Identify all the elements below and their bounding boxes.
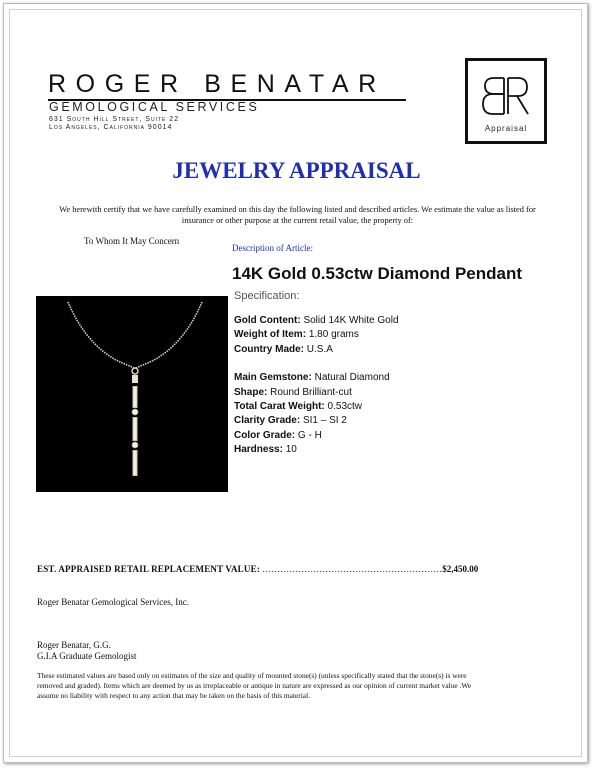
spec-value: 1.80 grams: [308, 329, 359, 341]
spec-value: Solid 14K White Gold: [303, 315, 399, 326]
appraised-value-amount: $2,450.00: [442, 564, 479, 574]
spec-row-carat-weight: [234, 400, 399, 414]
spec-value: U.S.A: [306, 343, 333, 355]
company-subtitle: GEMOLOGICAL SERVICES: [49, 100, 260, 114]
spec-row-shape: [234, 386, 399, 400]
description-label: Description of Article:: [232, 243, 313, 253]
spec-label: Color Grade:: [234, 429, 296, 441]
document-title: JEWELRY APPRAISAL: [172, 158, 421, 183]
spec-row-main-gemstone: [234, 371, 399, 385]
recipient: To Whom It May Concern: [84, 236, 180, 246]
address-line-1: 631 South Hill Street, Suite 22: [49, 116, 180, 123]
specification-label: Specification:: [234, 290, 300, 302]
signer-name: Roger Benatar, G.G.: [37, 640, 111, 650]
company-name: ROGER BENATAR: [48, 70, 386, 98]
spec-label: Clarity Grade:: [234, 415, 301, 427]
address-line-2: Los Angeles, California 90014: [49, 124, 173, 131]
value-leader: ……………………………………………………: [262, 564, 443, 574]
disclaimer: These estimated values are based only on estimates of the size and quality of mounted stone(s) (unless specifically stated that the stone(s) is were removed and graded). Items which are deemed by us as irreplaceable or antique in nature are expressed as our opinion of current market value .We assume no liability with respect to any action that may be taken on the basis of this material.: [37, 671, 472, 700]
spec-value: Natural Diamond: [314, 372, 390, 384]
spec-row-color: [234, 429, 399, 443]
spec-label: Country Made:: [234, 343, 305, 355]
spec-value: 0.53ctw: [327, 401, 363, 413]
spec-row-hardness: [234, 443, 399, 457]
pendant-photo: [36, 296, 228, 492]
appraisal-logo: [465, 58, 547, 144]
spec-row-weight: [234, 328, 399, 342]
signer-title: G.I.A Graduate Gemologist: [37, 651, 137, 661]
spec-label: Main Gemstone:: [234, 372, 312, 384]
spec-row-clarity: [234, 414, 399, 428]
spec-row-gold-content: [234, 314, 399, 328]
item-title: 14K Gold 0.53ctw Diamond Pendant: [232, 264, 523, 283]
spec-value: Round Brilliant-cut: [270, 386, 352, 398]
certification-text: We herewith certify that we have carefully examined on this day the following listed and described articles. We estimate the value as listed for insurance or other purpose at the current retail value, the property of:: [59, 205, 536, 225]
appraised-value-row: [37, 564, 478, 574]
logo-label: Appraisal: [484, 124, 528, 133]
spec-row-country: [234, 343, 399, 357]
br-monogram-icon: [482, 74, 530, 118]
spec-label: Weight of Item:: [234, 329, 307, 341]
spec-label: Shape:: [234, 386, 268, 398]
company-footer: Roger Benatar Gemological Services, Inc.: [37, 597, 189, 607]
spec-label: Hardness:: [234, 444, 283, 456]
spec-label: Gold Content:: [234, 315, 301, 326]
pendant-image: [36, 296, 228, 492]
spec-value: 10: [285, 444, 297, 456]
spec-value: SI1 – SI 2: [302, 415, 347, 427]
specification-list: [234, 314, 399, 458]
spec-label: Total Carat Weight:: [234, 401, 325, 413]
spec-value: G - H: [297, 429, 322, 441]
appraised-value-label: EST. APPRAISED RETAIL REPLACEMENT VALUE:: [37, 564, 260, 574]
